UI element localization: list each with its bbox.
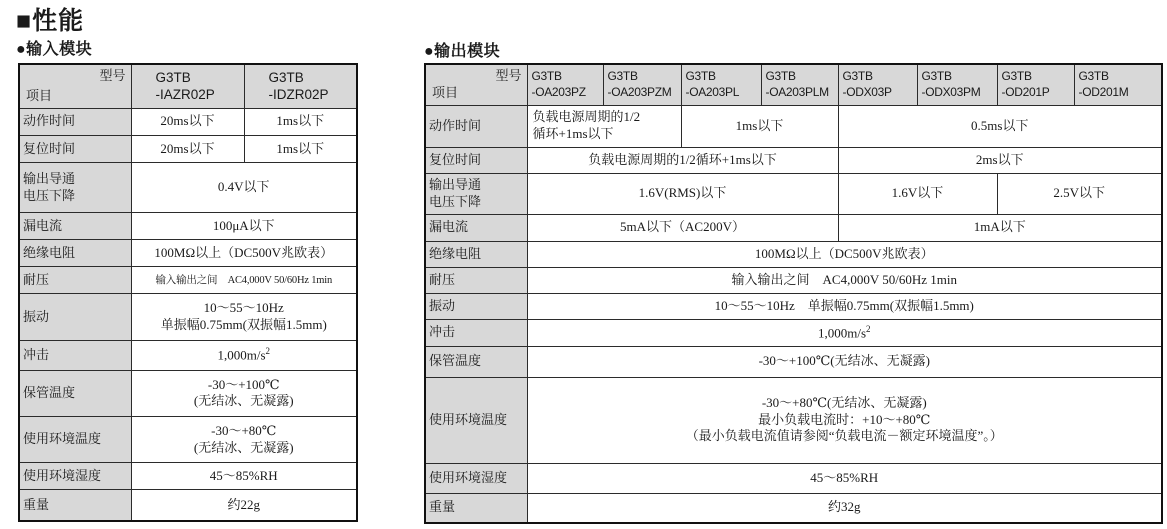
corner-cell: [425, 64, 527, 105]
row-label: 使用环境湿度: [425, 463, 527, 493]
row-value: 1.6V以下: [838, 173, 997, 214]
model-header: G3TB -OA203PZ: [527, 64, 603, 105]
row-label: 输出导通 电压下降: [19, 162, 131, 212]
table-row: [19, 240, 357, 267]
row-label: 漏电流: [19, 213, 131, 240]
table-row: [19, 135, 357, 162]
table-row: [19, 108, 357, 135]
input-module-heading: ●输入模块: [16, 41, 93, 58]
corner-cell: [19, 64, 131, 108]
row-value: 20ms以下: [131, 108, 244, 135]
row-label: 使用环境湿度: [19, 463, 131, 490]
row-label: 复位时间: [425, 147, 527, 173]
input-module-table: [18, 63, 358, 522]
row-label: 耐压: [425, 267, 527, 293]
table-row: [425, 319, 1162, 346]
row-value: 20ms以下: [131, 135, 244, 162]
row-value: 输入输出之间 AC4,000V 50/60Hz 1min: [131, 267, 357, 294]
row-value: 10～55～10Hz 单振幅0.75mm(双振幅1.5mm): [131, 294, 357, 340]
corner-model-label: 型号: [495, 68, 522, 83]
table-row: [19, 463, 357, 490]
row-value: -30～+100℃ (无结冰、无凝露): [131, 370, 357, 416]
model-header: G3TB -IDZR02P: [244, 64, 357, 108]
row-label: 输出导通 电压下降: [425, 173, 527, 214]
row-value: 2ms以下: [838, 147, 1162, 173]
table-row: [19, 490, 357, 521]
row-value: 0.4V以下: [131, 162, 357, 212]
model-header: G3TB -OA203PZM: [603, 64, 681, 105]
table-row: [425, 173, 1162, 214]
table-row: [19, 267, 357, 294]
row-label: 使用环境温度: [425, 377, 527, 463]
model-header: G3TB -OA203PLM: [761, 64, 838, 105]
table-row: [19, 370, 357, 416]
row-value: $1,000m/s^2$: [131, 340, 357, 370]
output-module-table: [424, 63, 1163, 524]
table-row: [19, 340, 357, 370]
row-value: 约22g: [131, 490, 357, 521]
model-header: G3TB -ODX03PM: [917, 64, 997, 105]
row-label: 漏电流: [425, 214, 527, 241]
row-value: 约32g: [527, 493, 1162, 523]
table-row: [425, 267, 1162, 293]
table-row: [425, 377, 1162, 463]
table-row: [19, 416, 357, 462]
row-value: 100μA以下: [131, 213, 357, 240]
row-label: 绝缘电阻: [19, 240, 131, 267]
table-row: [19, 162, 357, 212]
corner-item-label: 项目: [26, 88, 53, 104]
model-header: G3TB -OD201M: [1074, 64, 1162, 105]
row-label: 保管温度: [19, 370, 131, 416]
model-header: G3TB -OA203PL: [681, 64, 761, 105]
row-label: 使用环境温度: [19, 416, 131, 462]
row-label: 冲击: [19, 340, 131, 370]
row-value: 1ms以下: [244, 135, 357, 162]
row-value: 1.6V(RMS)以下: [527, 173, 838, 214]
row-value: 45～85%RH: [131, 463, 357, 490]
row-value: 1mA以下: [838, 214, 1162, 241]
row-value: 1ms以下: [681, 105, 838, 147]
row-value: 0.5ms以下: [838, 105, 1162, 147]
row-label: 振动: [425, 293, 527, 319]
row-label: 冲击: [425, 319, 527, 346]
model-header: G3TB -IAZR02P: [131, 64, 244, 108]
row-value: 2.5V以下: [997, 173, 1162, 214]
table-row: [425, 241, 1162, 267]
row-value: 100MΩ以上（DC500V兆欧表）: [131, 240, 357, 267]
row-value: 5mA以下（AC200V）: [527, 214, 838, 241]
row-value: 100MΩ以上（DC500V兆欧表）: [527, 241, 1162, 267]
row-value: 1ms以下: [244, 108, 357, 135]
table-row: [425, 147, 1162, 173]
row-label: 复位时间: [19, 135, 131, 162]
row-value: 负载电源周期的1/2循环+1ms以下: [527, 147, 838, 173]
row-label: 动作时间: [425, 105, 527, 147]
row-value: 负载电源周期的1/2 循环+1ms以下: [527, 105, 681, 147]
corner-item-label: 项目: [432, 84, 459, 100]
row-value: -30～+100℃(无结冰、无凝露): [527, 346, 1162, 377]
table-row: [425, 105, 1162, 147]
row-value: -30～+80℃(无结冰、无凝露) 最小负载电流时：+10～+80℃ （最小负载电流值请参阅“负载电流－额定环境温度”。）: [527, 377, 1162, 463]
table-row: [425, 463, 1162, 493]
output-module-heading: ●输出模块: [424, 43, 501, 60]
row-label: 振动: [19, 294, 131, 340]
row-label: 绝缘电阻: [425, 241, 527, 267]
row-value: -30～+80℃ (无结冰、无凝露): [131, 416, 357, 462]
table-row: [425, 493, 1162, 523]
model-header: G3TB -ODX03P: [838, 64, 917, 105]
table-row: [425, 214, 1162, 241]
page-title: ■性能: [16, 7, 85, 35]
row-label: 保管温度: [425, 346, 527, 377]
row-label: 耐压: [19, 267, 131, 294]
table-row: [425, 293, 1162, 319]
row-value: 10～55～10Hz 单振幅0.75mm(双振幅1.5mm): [527, 293, 1162, 319]
row-label: 动作时间: [19, 108, 131, 135]
row-label: 重量: [425, 493, 527, 523]
table-header-row: [425, 64, 1162, 105]
table-row: [425, 346, 1162, 377]
row-value: $1,000m/s^2$: [527, 319, 1162, 346]
table-header-row: [19, 64, 357, 108]
model-header: G3TB -OD201P: [997, 64, 1074, 105]
table-row: [19, 213, 357, 240]
row-value: 输入输出之间 AC4,000V 50/60Hz 1min: [527, 267, 1162, 293]
corner-model-label: 型号: [99, 68, 126, 83]
row-value: 45～85%RH: [527, 463, 1162, 493]
table-row: [19, 294, 357, 340]
row-label: 重量: [19, 490, 131, 521]
